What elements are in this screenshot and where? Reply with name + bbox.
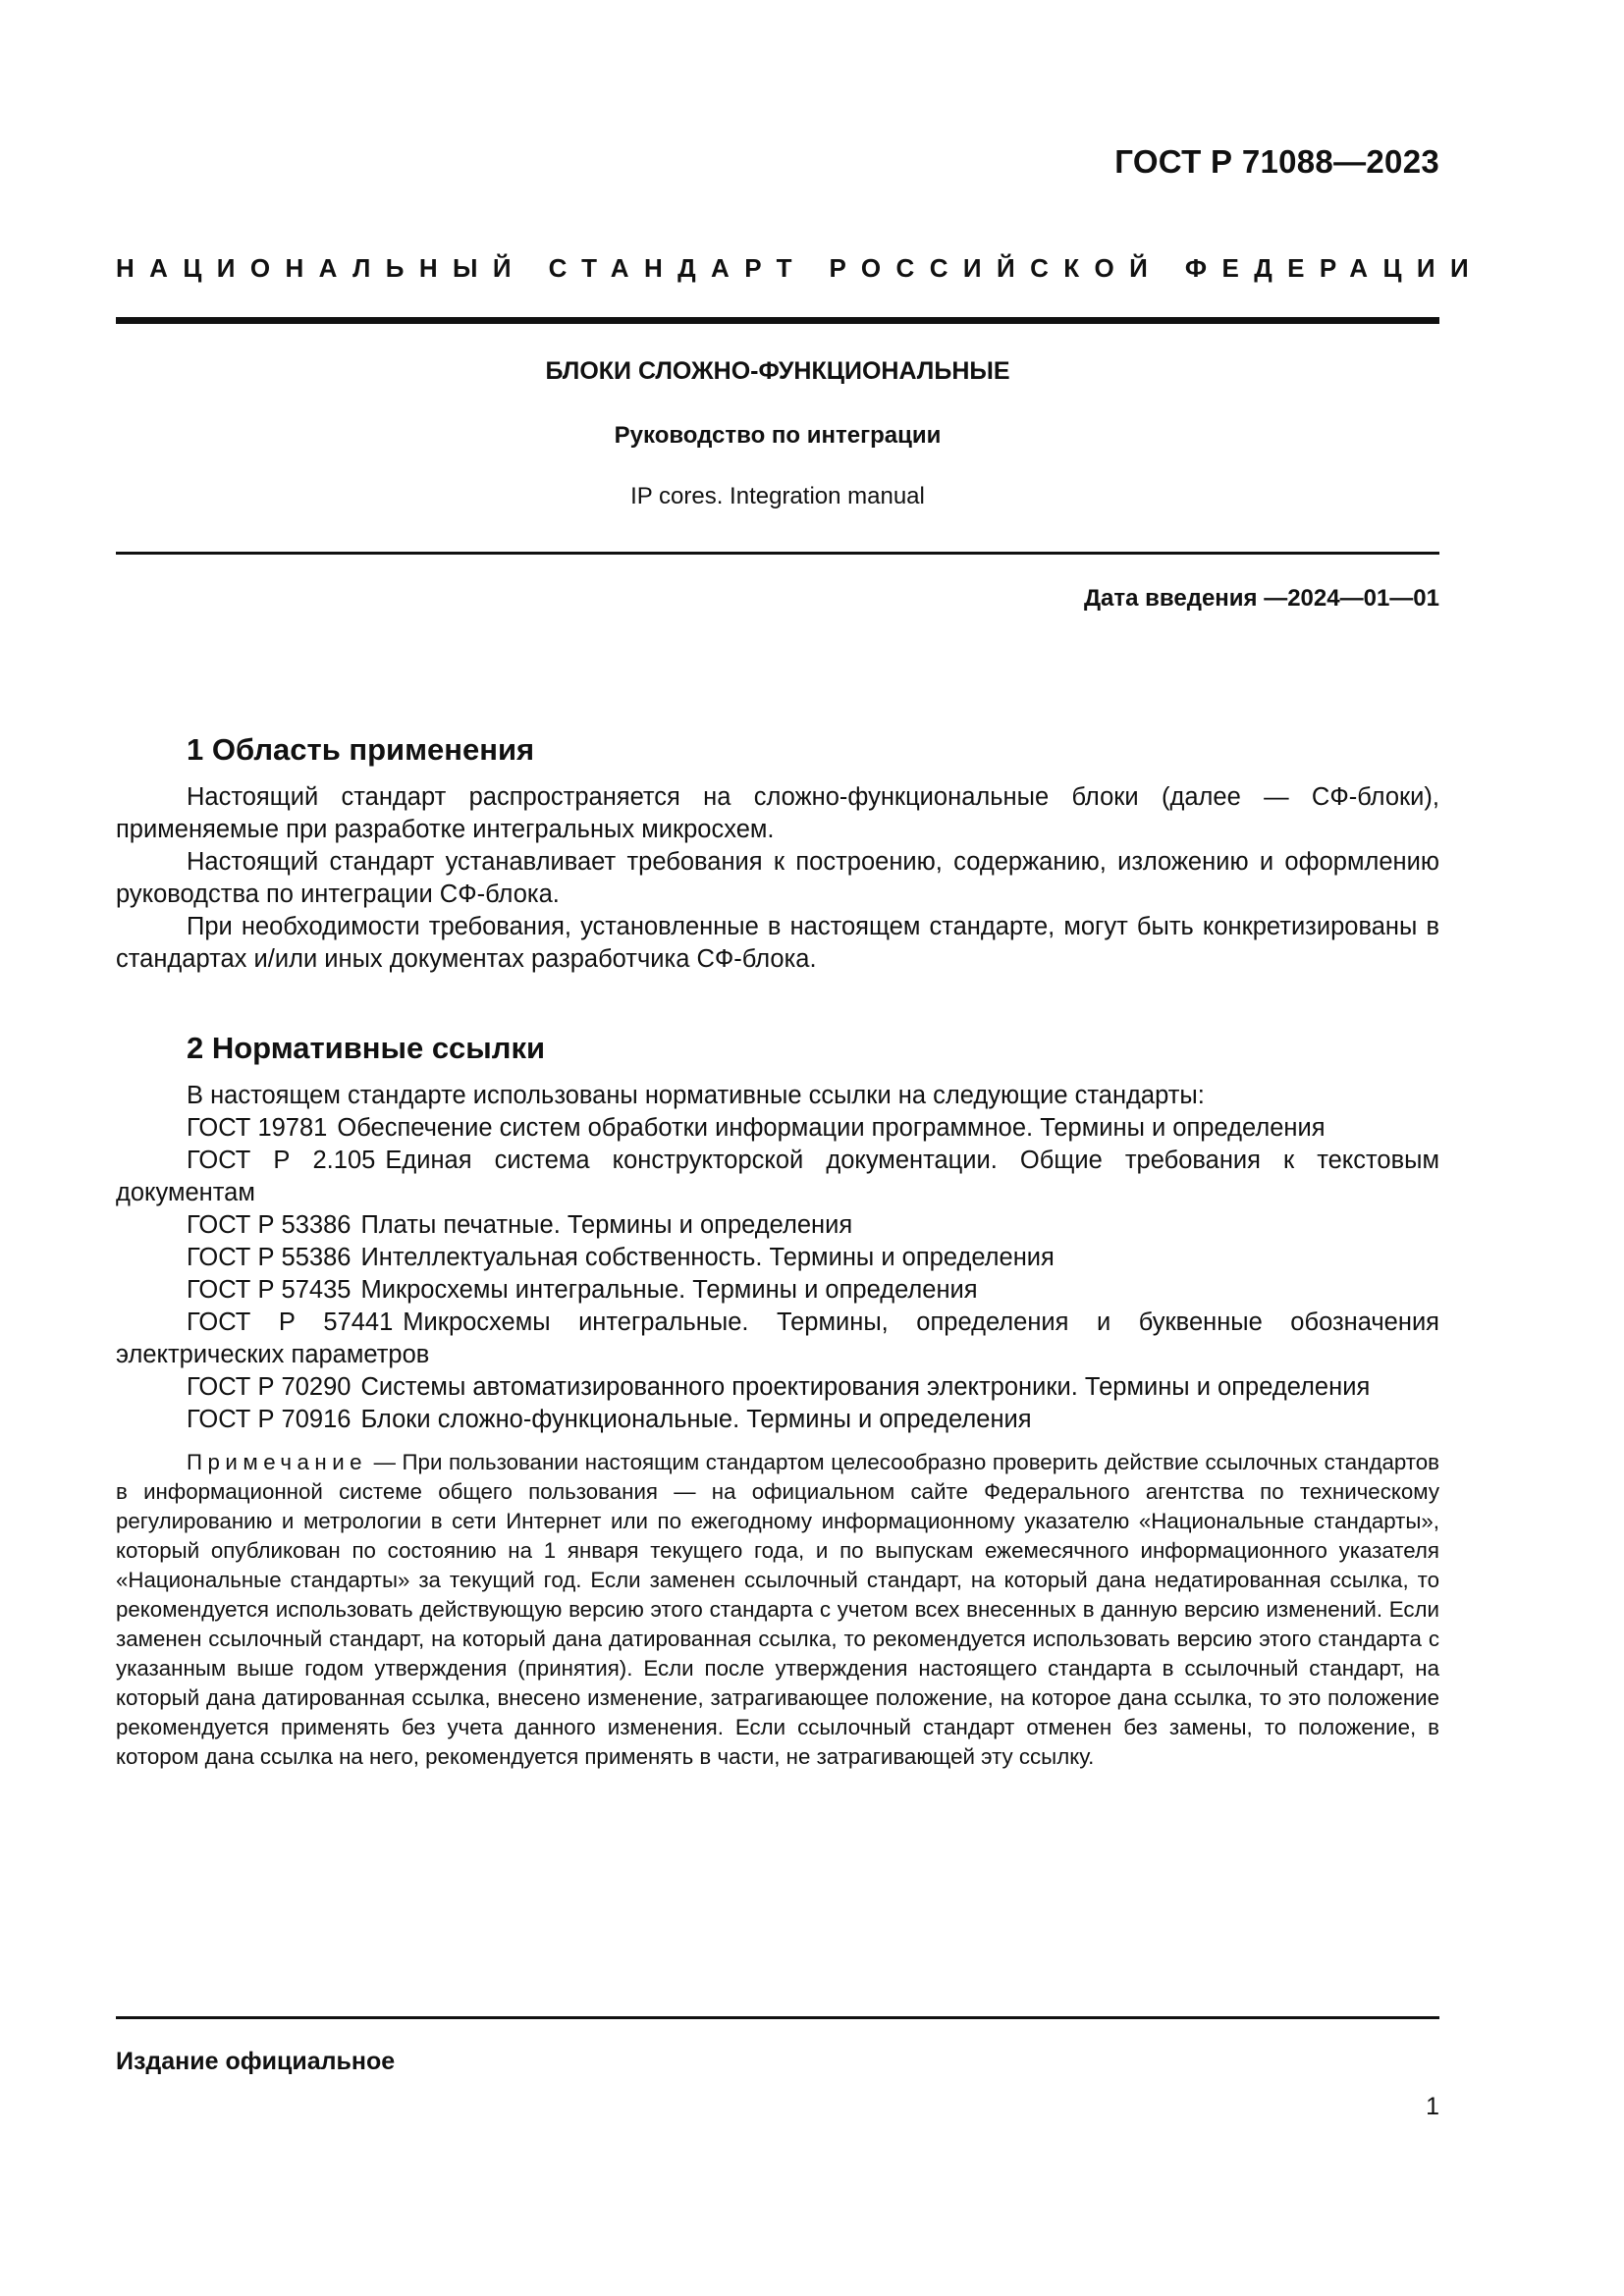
paragraph: При необходимости требования, установленные в настоящем стандарте, могут быть конкретизированы в стандартах и/или иных документах разработчика СФ-блока. [116,913,1439,973]
reference-title: Интеллектуальная собственность. Термины и определения [360,1244,1055,1271]
reference-code: ГОСТ Р 57441 [187,1308,394,1336]
introduction-date: Дата введения —2024—01—01 [1083,585,1439,612]
reference-title: Системы автоматизированного проектирования электроники. Термины и определения [360,1373,1371,1401]
header-divider [116,317,1439,324]
section-heading: 2 Нормативные ссылки [187,1031,546,1065]
section-normative-references [116,1031,1439,1772]
reference-title: Обеспечение систем обработки информации программное. Термины и определения [337,1114,1326,1142]
official-edition-label: Издание официальное [116,2048,396,2075]
title-divider [116,552,1439,555]
section-scope [116,732,1439,976]
reference-item [116,1112,1439,1145]
reference-code: ГОСТ Р 70916 [187,1406,352,1433]
reference-code: ГОСТ 19781 [187,1114,328,1142]
note-paragraph [116,1448,1439,1772]
reference-item [116,1145,1439,1209]
footer-divider [116,2016,1439,2019]
reference-title: Единая система конструкторской документации. Общие требования к текстовым документам [116,1147,1439,1206]
english-title: IP cores. Integration manual [630,483,925,509]
reference-title: Блоки сложно-функциональные. Термины и определения [360,1406,1032,1433]
reference-item [116,1371,1439,1404]
reference-code: ГОСТ Р 55386 [187,1244,352,1271]
reference-item [116,1209,1439,1242]
reference-code: ГОСТ Р 2.105 [187,1147,376,1174]
reference-title: Микросхемы интегральные. Термины и определения [360,1276,978,1304]
reference-item [116,1242,1439,1274]
paragraph: Настоящий стандарт распространяется на сложно-функциональные блоки (далее — СФ-блоки), применяемые при разработке интегральных микросхем. [116,783,1439,843]
reference-title: Платы печатные. Термины и определения [360,1211,853,1239]
reference-code: ГОСТ Р 57435 [187,1276,352,1304]
paragraph: В настоящем стандарте использованы нормативные ссылки на следующие стандарты: [187,1082,1205,1109]
document-title: БЛОКИ СЛОЖНО-ФУНКЦИОНАЛЬНЫЕ [545,357,1010,385]
reference-item [116,1274,1439,1307]
section-heading: 1 Область применения [187,732,535,767]
reference-item [116,1307,1439,1371]
national-standard-banner: НАЦИОНАЛЬНЫЙ СТАНДАРТ РОССИЙСКОЙ ФЕДЕРАЦИИ [116,253,1485,283]
paragraph: Настоящий стандарт устанавливает требования к построению, содержанию, изложению и оформлению руководства по интеграции СФ-блока. [116,848,1439,908]
document-subtitle: Руководство по интеграции [614,422,942,449]
reference-code: ГОСТ Р 53386 [187,1211,352,1239]
page-number: 1 [1426,2093,1439,2120]
reference-item [116,1404,1439,1436]
reference-code: ГОСТ Р 70290 [187,1373,352,1401]
note-text: — При пользовании настоящим стандартом целесообразно проверить действие ссылочных стандартов в информационной системе общего пользования — на официальном сайте Федерального агентства по техническому регулированию и метрологии в сети Интернет или по ежегодному информационному указателю «Национальные стандарты», который опубликован по состоянию на 1 января текущего года, и по выпускам ежемесячного информационного указателя «Национальные стандарты» за текущий год. Если заменен ссылочный стандарт, на который дана недатированная ссылка, то рекомендуется использовать действующую версию этого стандарта с учетом всех внесенных в данную версию изменений. Если заменен ссылочный стандарт, на который дана датированная ссылка, то рекомендуется использовать версию этого стандарта с указанным выше годом утверждения (принятия). Если после утверждения настоящего стандарта в ссылочный стандарт, на который дана датированная ссылка, внесено изменение, затрагивающее положение, на которое дана ссылка, то это положение рекомендуется применять без учета данного изменения. Если ссылочный стандарт отменен без замены, то положение, в котором дана ссылка на него, рекомендуется применять в части, не затрагивающей эту ссылку. [116,1450,1439,1769]
note-label: Примечание [187,1450,368,1474]
reference-title: Микросхемы интегральные. Термины, определения и буквенные обозначения электрических параметров [116,1308,1439,1368]
standard-designation: ГОСТ Р 71088—2023 [1114,143,1439,180]
